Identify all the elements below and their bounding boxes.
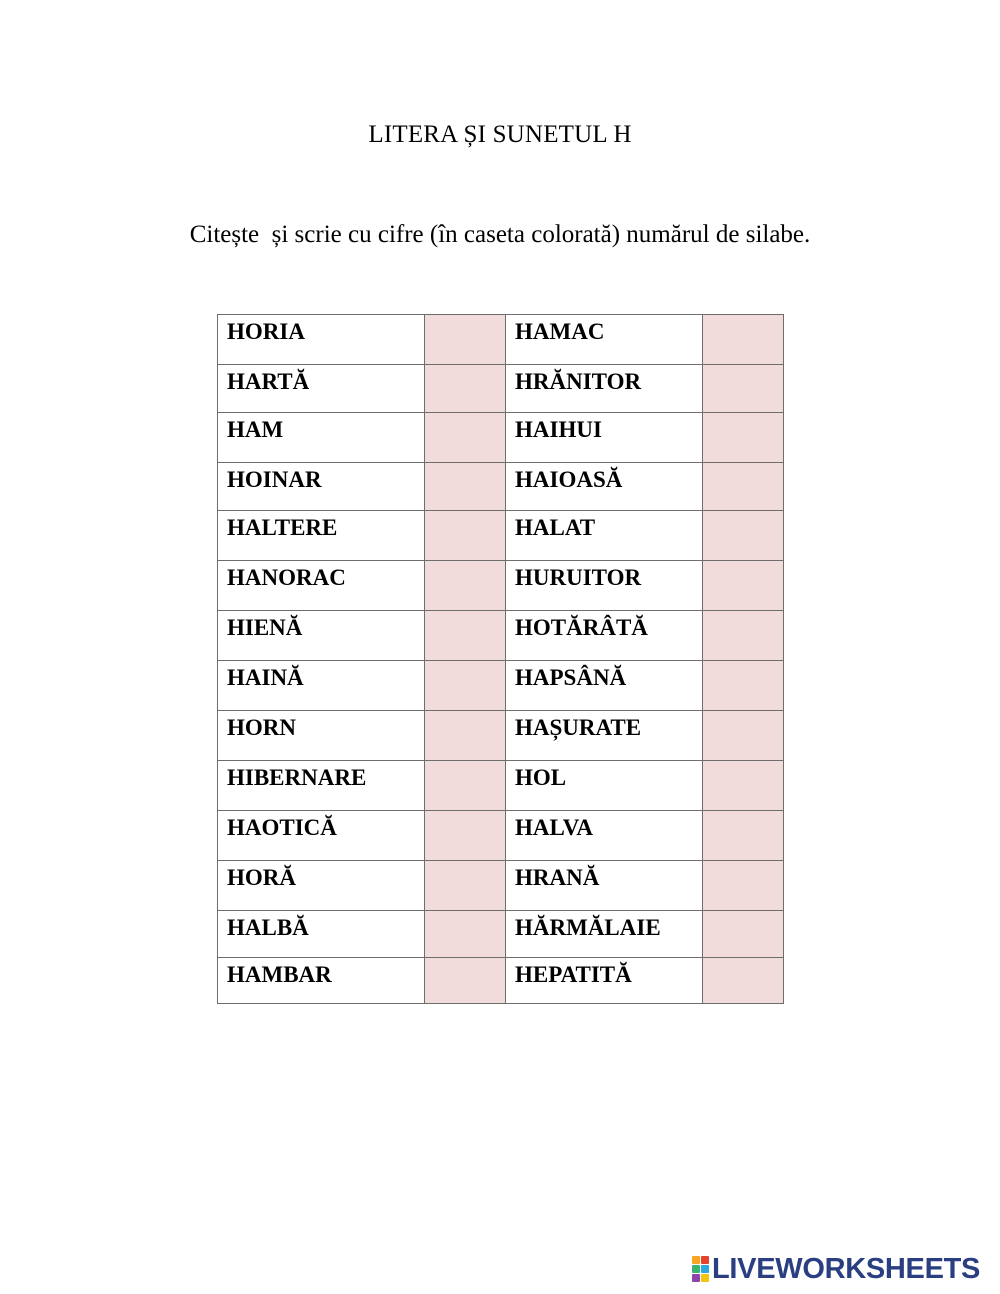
syllable-count-box-left	[425, 561, 506, 611]
word-left: HIBERNARE	[218, 761, 425, 811]
table-row	[218, 958, 784, 1004]
syllable-count-input[interactable]	[425, 413, 505, 439]
word-left: HANORAC	[218, 561, 425, 611]
syllable-count-box-right	[703, 958, 784, 1004]
word-right: HOL	[506, 761, 703, 811]
syllable-count-input[interactable]	[703, 315, 783, 341]
syllable-count-box-left	[425, 511, 506, 561]
syllable-count-input[interactable]	[425, 315, 505, 341]
table-row	[218, 315, 784, 365]
syllable-count-box-left	[425, 711, 506, 761]
syllable-count-input[interactable]	[703, 811, 783, 837]
table-row	[218, 365, 784, 413]
syllable-count-input[interactable]	[425, 958, 505, 984]
syllable-count-box-left	[425, 811, 506, 861]
word-right: HRĂNITOR	[506, 365, 703, 413]
syllable-count-input[interactable]	[425, 365, 505, 391]
syllable-count-input[interactable]	[425, 463, 505, 489]
word-right: HEPATITĂ	[506, 958, 703, 1004]
syllable-count-input[interactable]	[425, 761, 505, 787]
word-left: HAM	[218, 413, 425, 463]
syllable-count-box-right	[703, 911, 784, 958]
word-right: HALVA	[506, 811, 703, 861]
table-row	[218, 661, 784, 711]
word-right: HURUITOR	[506, 561, 703, 611]
word-left: HAOTICĂ	[218, 811, 425, 861]
syllable-count-box-left	[425, 611, 506, 661]
word-left: HALBĂ	[218, 911, 425, 958]
word-right: HAPSÂNĂ	[506, 661, 703, 711]
syllable-count-box-left	[425, 911, 506, 958]
word-left: HALTERE	[218, 511, 425, 561]
syllable-count-input[interactable]	[703, 413, 783, 439]
syllable-count-box-right	[703, 511, 784, 561]
table-row	[218, 511, 784, 561]
word-right: HAȘURATE	[506, 711, 703, 761]
syllable-count-box-left	[425, 463, 506, 511]
liveworksheets-logo	[692, 1254, 980, 1284]
logo-mark-square	[701, 1274, 709, 1282]
syllable-count-box-right	[703, 315, 784, 365]
syllable-count-input[interactable]	[425, 661, 505, 687]
table-row	[218, 413, 784, 463]
syllable-count-input[interactable]	[703, 661, 783, 687]
syllable-count-input[interactable]	[703, 463, 783, 489]
syllable-count-input[interactable]	[425, 711, 505, 737]
table-row	[218, 861, 784, 911]
table-row	[218, 561, 784, 611]
syllable-count-input[interactable]	[703, 611, 783, 637]
syllable-count-box-left	[425, 661, 506, 711]
syllable-count-input[interactable]	[703, 958, 783, 984]
word-left: HIENĂ	[218, 611, 425, 661]
table-row	[218, 911, 784, 958]
syllable-count-input[interactable]	[425, 561, 505, 587]
syllable-count-input[interactable]	[703, 761, 783, 787]
syllable-count-input[interactable]	[425, 911, 505, 937]
syllable-table	[217, 314, 784, 1004]
syllable-count-input[interactable]	[703, 861, 783, 887]
word-left: HAINĂ	[218, 661, 425, 711]
table-row	[218, 611, 784, 661]
word-right: HRANĂ	[506, 861, 703, 911]
table-row	[218, 811, 784, 861]
word-right: HOTĂRÂTĂ	[506, 611, 703, 661]
syllable-count-box-left	[425, 365, 506, 413]
word-right: HĂRMĂLAIE	[506, 911, 703, 958]
word-left: HAMBAR	[218, 958, 425, 1004]
syllable-count-input[interactable]	[703, 561, 783, 587]
syllable-count-box-right	[703, 463, 784, 511]
table-row	[218, 761, 784, 811]
word-left: HORĂ	[218, 861, 425, 911]
syllable-table-body	[218, 315, 784, 1004]
syllable-count-box-right	[703, 413, 784, 463]
syllable-count-input[interactable]	[425, 611, 505, 637]
word-right: HAIOASĂ	[506, 463, 703, 511]
syllable-count-box-right	[703, 611, 784, 661]
syllable-count-box-right	[703, 711, 784, 761]
word-left: HARTĂ	[218, 365, 425, 413]
logo-mark-square	[692, 1274, 700, 1282]
syllable-count-input[interactable]	[703, 365, 783, 391]
syllable-count-input[interactable]	[425, 511, 505, 537]
syllable-count-box-left	[425, 958, 506, 1004]
word-right: HAIHUI	[506, 413, 703, 463]
syllable-count-box-right	[703, 661, 784, 711]
word-right: HAMAC	[506, 315, 703, 365]
syllable-count-box-left	[425, 861, 506, 911]
word-left: HORIA	[218, 315, 425, 365]
worksheet-title: LITERA ȘI SUNETUL H	[368, 121, 632, 148]
word-left: HORN	[218, 711, 425, 761]
table-row	[218, 463, 784, 511]
syllable-count-input[interactable]	[425, 861, 505, 887]
syllable-count-box-right	[703, 761, 784, 811]
syllable-count-input[interactable]	[703, 911, 783, 937]
logo-mark-square	[692, 1256, 700, 1264]
logo-mark-square	[692, 1265, 700, 1273]
logo-mark-square	[701, 1256, 709, 1264]
word-right: HALAT	[506, 511, 703, 561]
syllable-count-box-left	[425, 761, 506, 811]
syllable-count-box-right	[703, 365, 784, 413]
syllable-count-box-right	[703, 811, 784, 861]
syllable-count-box-right	[703, 561, 784, 611]
logo-mark-icon	[692, 1256, 709, 1282]
syllable-count-input[interactable]	[425, 811, 505, 837]
logo-mark-square	[701, 1265, 709, 1273]
syllable-count-box-left	[425, 413, 506, 463]
syllable-count-box-right	[703, 861, 784, 911]
logo-text: LIVEWORKSHEETS	[712, 1253, 981, 1285]
worksheet-instructions: Citește și scrie cu cifre (în caseta colorată) numărul de silabe.	[189, 221, 811, 248]
syllable-count-input[interactable]	[703, 511, 783, 537]
syllable-count-box-left	[425, 315, 506, 365]
table-row	[218, 711, 784, 761]
syllable-count-input[interactable]	[703, 711, 783, 737]
word-left: HOINAR	[218, 463, 425, 511]
